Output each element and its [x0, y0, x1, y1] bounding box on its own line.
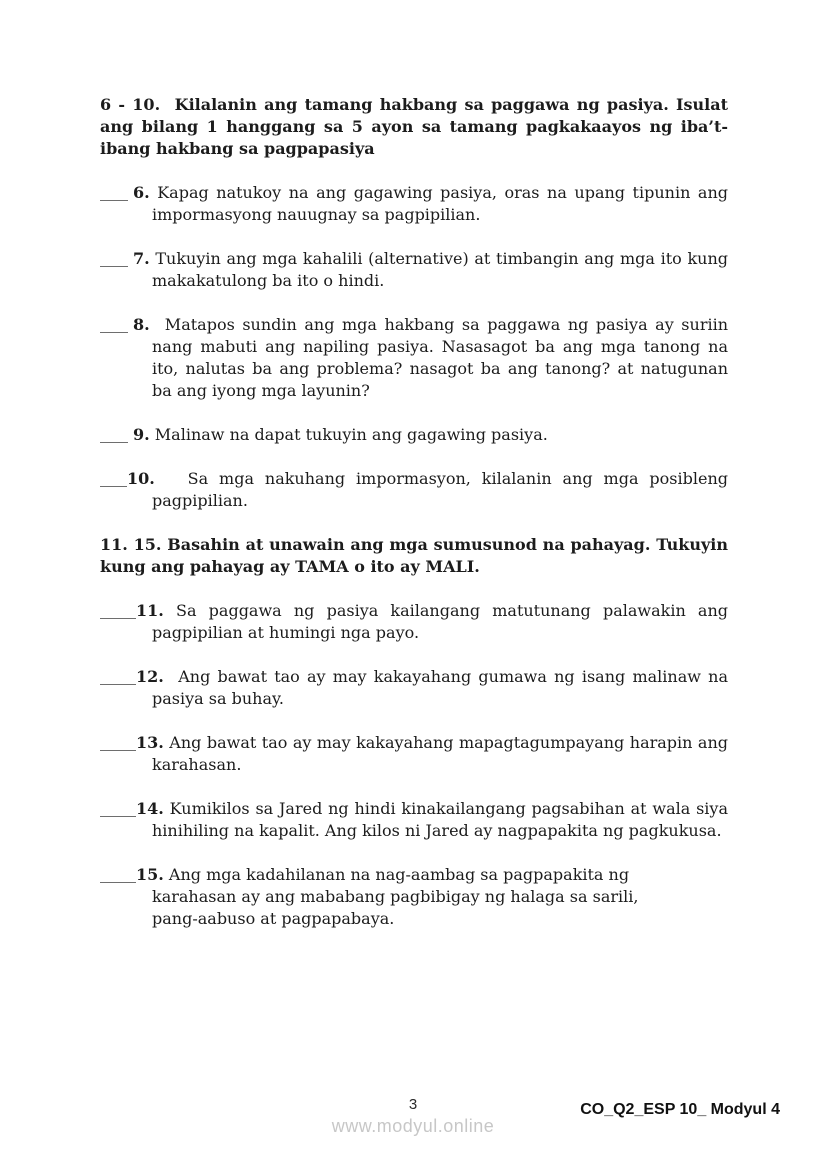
answer-blank [100, 672, 136, 685]
question-item [100, 600, 728, 644]
question-number: 15. [136, 865, 164, 884]
question-item [100, 468, 728, 512]
question-item [100, 798, 728, 842]
question-text: Sa mga nakuhang impormasyon, kilalanin ang mga posibleng pagpipilian. [152, 469, 728, 510]
question-number: 11. [136, 601, 164, 620]
question-item [100, 732, 728, 776]
question-number: 6. [133, 183, 150, 202]
question-number: 14. [136, 799, 164, 818]
question-item [100, 314, 728, 402]
module-code: CO_Q2_ESP 10_ Modyul 4 [580, 1101, 780, 1118]
question-number: 9. [133, 425, 150, 444]
question-text: Ang mga kadahilanan na nag-aambag sa pagpapakita ng karahasan ay ang mababang pagbibigay ng halaga sa sarili, pang-aabuso at pagpapabaya. [152, 865, 639, 928]
question-item [100, 666, 728, 710]
question-text: Ang bawat tao ay may kakayahang gumawa ng isang malinaw na pasiya sa buhay. [152, 667, 728, 708]
question-number: 12. [136, 667, 164, 686]
question-text: Ang bawat tao ay may kakayahang mapagtagumpayang harapin ang karahasan. [152, 733, 728, 774]
question-item [100, 248, 728, 292]
answer-blank [100, 254, 128, 267]
question-text: Sa paggawa ng pasiya kailangang matutunang palawakin ang pagpipilian at humingi nga payo. [152, 601, 728, 642]
page-number: 3 [408, 1096, 418, 1113]
question-text: Matapos sundin ang mga hakbang sa paggawa ng pasiya ay suriin nang mabuti ang napiling pasiya. Nasasagot ba ang mga tanong na ito, nalutas ba ang problema? nasagot ba ang tanong? at natugunan ba ang iyong mga layunin? [149, 315, 728, 400]
question-item [100, 864, 728, 930]
question-number: 13. [136, 733, 164, 752]
answer-blank [100, 804, 136, 817]
question-text: Kumikilos sa Jared ng hindi kinakailangang pagsabihan at wala siya hinihiling na kapalit. Ang kilos ni Jared ay nagpapakita ng pagkukusa. [152, 799, 728, 840]
question-text: Malinaw na dapat tukuyin ang gagawing pasiya. [149, 425, 548, 444]
question-text: Tukuyin ang mga kahalili (alternative) at timbangin ang mga ito kung makakatulong ba ito o hindi. [149, 249, 728, 290]
answer-blank [100, 430, 128, 443]
question-number: 10. [127, 469, 155, 488]
section-heading-1: 6 - 10. Kilalanin ang tamang hakbang sa paggawa ng pasiya. Isulat ang bilang 1 hanggang sa 5 ayon sa tamang pagkakaayos ng iba’t-ibang hakbang sa pagpapasiya [100, 95, 728, 158]
question-number: 8. [133, 315, 150, 334]
worksheet-content [100, 94, 728, 952]
question-item [100, 424, 728, 446]
answer-blank [100, 606, 136, 619]
question-number: 7. [133, 249, 150, 268]
watermark-text: www.modyul.online [331, 1116, 495, 1136]
question-text: Kapag natukoy na ang gagawing pasiya, oras na upang tipunin ang impormasyong nauugnay sa pagpipilian. [149, 183, 728, 224]
question-item [100, 182, 728, 226]
section-heading-2: 11. 15. Basahin at unawain ang mga sumusunod na pahayag. Tukuyin kung ang pahayag ay TAMA o ito ay MALI. [100, 535, 728, 576]
answer-blank [100, 320, 128, 333]
answer-blank [100, 870, 136, 883]
answer-blank [100, 188, 128, 201]
answer-blank [100, 474, 127, 487]
answer-blank [100, 738, 136, 751]
